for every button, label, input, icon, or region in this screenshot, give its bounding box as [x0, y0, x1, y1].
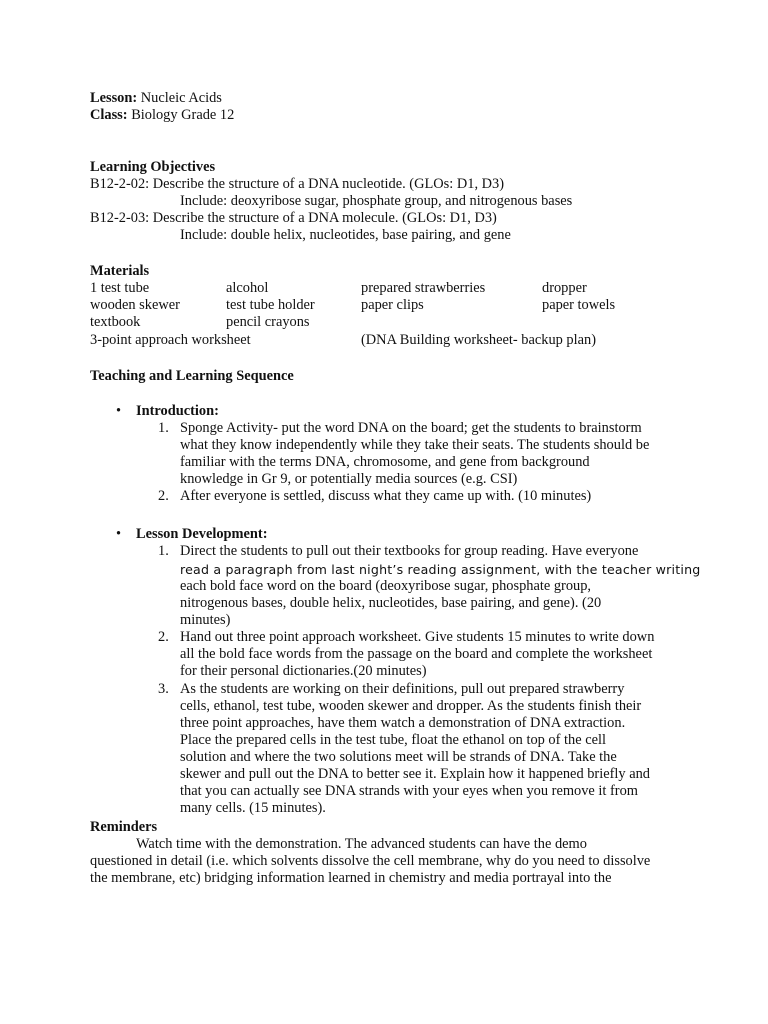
objectives-heading: Learning Objectives [90, 159, 216, 175]
paragraph-line: for their personal dictionaries.(20 minutes) [180, 663, 427, 679]
paragraph-line: each bold face word on the board (deoxyribose sugar, phosphate group, [180, 578, 592, 594]
paragraph-line: familiar with the terms DNA, chromosome, and gene from background [180, 454, 590, 470]
paragraph-line: skewer and pull out the DNA to better see it. Explain how it happened briefly and [180, 766, 650, 782]
bullet: • [116, 403, 122, 419]
material-item: prepared strawberries [361, 280, 486, 296]
material-item: test tube holder [226, 297, 315, 313]
paragraph-line: knowledge in Gr 9, or potentially media sources (e.g. CSI) [180, 471, 518, 487]
reminders-line: questioned in detail (i.e. which solvents dissolve the cell membrane, why do you need to dissolve [90, 853, 651, 869]
paragraph-line: Sponge Activity- put the word DNA on the board; get the students to brainstorm [180, 420, 642, 436]
reminders-line: the membrane, etc) bridging information learned in chemistry and media portrayal into the [90, 870, 612, 886]
objective-include-line: Include: double helix, nucleotides, base pairing, and gene [180, 227, 511, 243]
paragraph-line: Hand out three point approach worksheet. Give students 15 minutes to write down [180, 629, 655, 645]
reminders-line: Watch time with the demonstration. The advanced students can have the demo [136, 836, 587, 852]
paragraph-line: many cells. (15 minutes). [180, 800, 326, 816]
paragraph-line: minutes) [180, 612, 231, 628]
paragraph-line: all the bold face words from the passage on the board and complete the worksheet [180, 646, 653, 662]
material-item: 3-point approach worksheet [90, 332, 251, 348]
paragraph-line: Direct the students to pull out their textbooks for group reading. Have everyone [180, 543, 639, 559]
paragraph-line: read a paragraph from last night’s reading assignment, with the teacher writing [180, 562, 701, 577]
objective-line: B12-2-03: Describe the structure of a DNA molecule. (GLOs: D1, D3) [90, 210, 497, 226]
objective-line: B12-2-02: Describe the structure of a DNA nucleotide. (GLOs: D1, D3) [90, 176, 505, 192]
material-item: paper clips [361, 297, 424, 313]
paragraph-line: As the students are working on their definitions, pull out prepared strawberry [180, 681, 625, 697]
paragraph-line: three point approaches, have them watch a demonstration of DNA extraction. [180, 715, 626, 731]
material-item: textbook [90, 314, 141, 330]
paragraph-line: cells, ethanol, test tube, wooden skewer and dropper. As the students finish their [180, 698, 642, 714]
class-line [90, 107, 234, 124]
item-number: 3. [158, 681, 169, 697]
class-label: Class: [90, 107, 128, 123]
bullet: • [116, 526, 122, 542]
material-item: alcohol [226, 280, 269, 296]
material-item: dropper [542, 280, 587, 296]
lesson-label: Lesson: [90, 90, 138, 106]
paragraph-line: Place the prepared cells in the test tube, float the ethanol on top of the cell [180, 732, 606, 748]
material-item: paper towels [542, 297, 616, 313]
item-number: 2. [158, 629, 169, 645]
paragraph-line: that you can actually see DNA strands with your eyes when you remove it from [180, 783, 638, 799]
reminders-heading: Reminders [90, 819, 158, 835]
paragraph-line: nitrogenous bases, double helix, nucleotides, base pairing, and gene). (20 [180, 595, 602, 611]
lesson-line [90, 90, 222, 107]
material-backup-note: (DNA Building worksheet- backup plan) [361, 332, 596, 348]
item-number: 1. [158, 420, 169, 436]
class-value: Biology Grade 12 [127, 107, 235, 123]
material-item: wooden skewer [90, 297, 180, 313]
objective-include-line: Include: deoxyribose sugar, phosphate group, and nitrogenous bases [180, 193, 573, 209]
introduction-heading: Introduction: [136, 403, 219, 419]
lesson-value: Nucleic Acids [137, 90, 222, 106]
materials-heading: Materials [90, 263, 150, 279]
material-item: pencil crayons [226, 314, 310, 330]
paragraph-line: solution and where the two solutions meet will be strands of DNA. Take the [180, 749, 617, 765]
paragraph-line: After everyone is settled, discuss what they came up with. (10 minutes) [180, 488, 592, 504]
material-item: 1 test tube [90, 280, 150, 296]
lesson-development-heading: Lesson Development: [136, 526, 268, 542]
item-number: 1. [158, 543, 169, 559]
paragraph-line: what they know independently while they take their seats. The students should be [180, 437, 650, 453]
sequence-heading: Teaching and Learning Sequence [90, 368, 294, 384]
item-number: 2. [158, 488, 169, 504]
